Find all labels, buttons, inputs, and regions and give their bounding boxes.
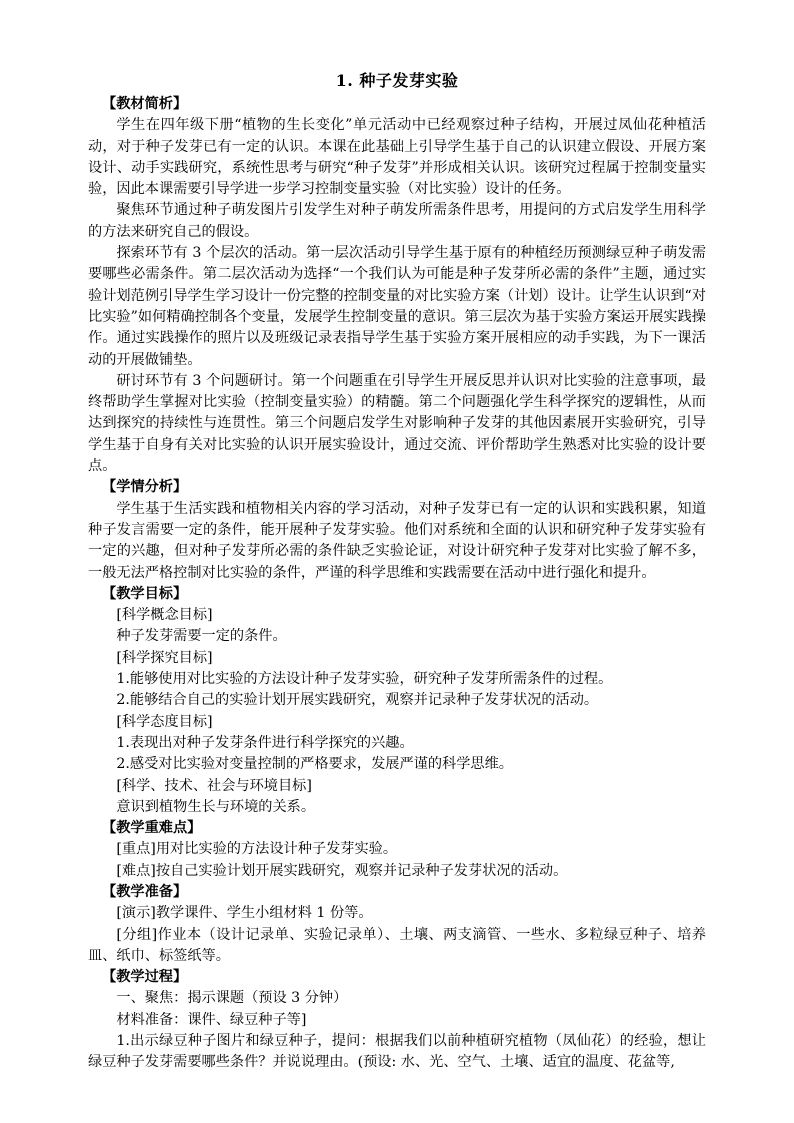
- key-point-line: [重点]用对比实验的方法设计种子发芽实验。: [116, 841, 398, 858]
- objective-line: 1.能够使用对比实验的方法设计种子发芽实验，研究种子发芽所需条件的过程。: [116, 671, 613, 688]
- section-heading-key-points: 【教学重难点】: [102, 820, 202, 837]
- objective-line: 1.表现出对种子发芽条件进行科学探究的兴趣。: [116, 734, 414, 751]
- objective-line: 2.感受对比实验对变量控制的严格要求，发展严谨的科学思维。: [116, 756, 513, 773]
- preparation-line: [分组]作业本（设计记录单、实验记录单）、土壤、两支滴管、一些水、多粒绿豆种子、培养皿、纸巾、标签纸等。: [88, 926, 706, 964]
- objective-label: [科学概念目标]: [116, 607, 213, 624]
- section-heading-process: 【教学过程】: [102, 969, 188, 986]
- preparation-line: [演示]教学课件、学生小组材料 1 份等。: [116, 905, 373, 922]
- paragraph: 研讨环节有 3 个问题研讨。第一个问题重在引导学生开展反思并认识对比实验的注意事项，最终帮助学生掌握对比实验（控制变量实验）的精髓。第二个问题强化学生科学探究的逻辑性，从而达到探究的持续性与连贯性。第三个问题启发学生对影响种子发芽的其他因素展开实验研究，引导学生基于自身有关对比实验的认识开展实验设计，通过交流、评价帮助学生熟悉对比实验的设计要点。: [88, 372, 706, 475]
- objective-line: 种子发芽需要一定的条件。: [116, 628, 287, 645]
- objective-label: [科学态度目标]: [116, 713, 213, 730]
- key-point-line: [难点]按自己实验计划开展实践研究，观察并记录种子发芽状况的活动。: [116, 862, 568, 879]
- paragraph: 学生基于生活实践和植物相关内容的学习活动，对种子发芽已有一定的认识和实践积累，知道种子发言需要一定的条件，能开展种子发芽实验。他们对系统和全面的认识和研究种子发芽实验有一定的兴趣，但对种子发芽所必需的条件缺乏实验论证，对设计研究种子发芽对比实验了解不多，一般无法严格控制对比实验的条件，严谨的科学思维和实践需要在活动中进行强化和提升。: [88, 500, 706, 581]
- process-line: 一、聚焦：揭示课题（预设 3 分钟）: [116, 990, 348, 1007]
- page-title: 1. 种子发芽实验: [335, 71, 459, 90]
- section-heading-textbook-analysis: 【教材简析】: [102, 96, 188, 112]
- section-heading-objectives: 【教学目标】: [102, 585, 188, 602]
- process-line: 材料准备：课件、绿豆种子等]: [116, 1011, 307, 1028]
- paragraph: 聚焦环节通过种子萌发图片引发学生对种子萌发所需条件思考，用提问的方式启发学生用科学的方法来研究自己的假设。: [88, 202, 706, 240]
- objective-label: [科学、技术、社会与环境目标]: [116, 777, 312, 794]
- objective-label: [科学探究目标]: [116, 649, 213, 666]
- section-heading-preparation: 【教学准备】: [102, 883, 188, 900]
- section-heading-learner-analysis: 【学情分析】: [102, 479, 188, 496]
- document-page: [88, 70, 706, 1074]
- process-line: 1.出示绿豆种子图片和绿豆种子，提问：根据我们以前种植研究植物（凤仙花）的经验，想让绿豆种子发芽需要哪些条件？并说说理由。(预设: 水、光、空气、土壤、适宜的温度、花盆等,: [88, 1033, 706, 1071]
- objective-line: 意识到植物生长与环境的关系。: [116, 798, 316, 815]
- objective-line: 2.能够结合自己的实验计划开展实践研究，观察并记录种子发芽状况的活动。: [116, 692, 599, 709]
- paragraph: 学生在四年级下册“植物的生长变化”单元活动中已经观察过种子结构，开展过凤仙花种植活动，对于种子发芽已有一定的认识。本课在此基础上引导学生基于自己的认识建立假设、开展方案设计、动手实践研究，系统性思考与研究“种子发芽”并形成相关认识。该研究过程属于控制变量实验，因此本课需要引导学进一步学习控制变量实验（对比实验）设计的任务。: [88, 117, 706, 198]
- paragraph: 探索环节有 3 个层次的活动。第一层次活动引导学生基于原有的种植经历预测绿豆种子萌发需要哪些必需条件。第二层次活动为选择“一个我们认为可能是种子发芽所必需的条件”主题，通过实验计划范例引导学生学习设计一份完整的控制变量的对比实验方案（计划）设计。让学生认识到“对比实验”如何精确控制各个变量，发展学生控制变量的意识。第三层次为基于实验方案运开展实践操作。通过实践操作的照片以及班级记录表指导学生基于实验方案开展相应的动手实践，为下一课活动的开展做铺垫。: [88, 245, 706, 368]
